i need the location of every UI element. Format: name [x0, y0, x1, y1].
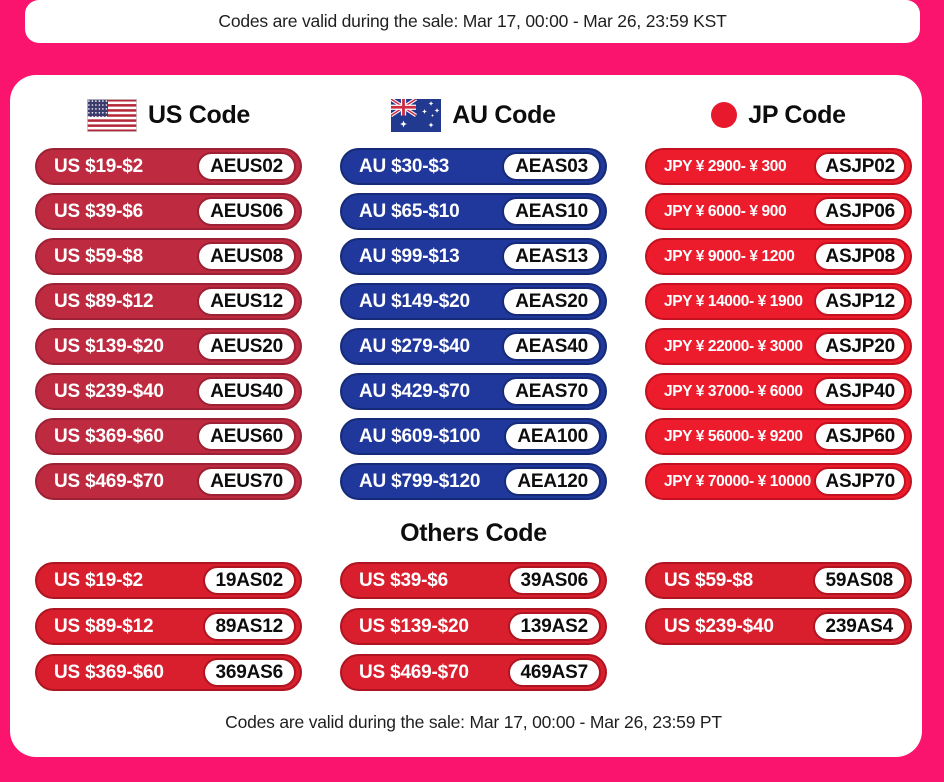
au-coupon-AEA120[interactable]: [340, 463, 607, 500]
coupon-amount: AU $99-$13: [359, 245, 460, 267]
jp-coupon-ASJP70[interactable]: [645, 463, 912, 500]
coupon-code: 369AS6: [203, 658, 296, 687]
others-coupon-39AS06[interactable]: [340, 562, 607, 599]
au-code-title: AU Code: [452, 100, 556, 129]
au-coupon-AEA100[interactable]: [340, 418, 607, 455]
us-coupon-AEUS60[interactable]: [35, 418, 302, 455]
us-code-title: US Code: [147, 100, 251, 129]
coupon-amount: US $39-$6: [359, 569, 449, 591]
coupon-amount: US $39-$6: [54, 200, 144, 222]
us-coupon-AEUS06[interactable]: [35, 193, 302, 230]
others-code-title: Others Code: [400, 519, 547, 547]
coupon-amount: US $469-$70: [54, 470, 164, 492]
jp-coupon-ASJP60[interactable]: [645, 418, 912, 455]
au-coupon-AEAS70[interactable]: [340, 373, 607, 410]
coupon-code: ASJP40: [814, 377, 906, 406]
au-coupon-AEAS13[interactable]: [340, 238, 607, 275]
au-coupon-AEAS20[interactable]: [340, 283, 607, 320]
coupon-amount: US $59-$8: [54, 245, 144, 267]
us-coupon-AEUS20[interactable]: [35, 328, 302, 365]
jp-coupon-ASJP08[interactable]: [645, 238, 912, 275]
us-coupon-AEUS40[interactable]: [35, 373, 302, 410]
coupon-code: AEA120: [504, 467, 601, 496]
jp-coupon-ASJP02[interactable]: [645, 148, 912, 185]
coupon-code: ASJP70: [814, 467, 906, 496]
coupon-panel: [10, 75, 922, 757]
au-code-column: [340, 95, 607, 500]
others-coupon-469AS7[interactable]: [340, 654, 607, 691]
coupon-amount: JPY ¥ 2900- ¥ 300: [664, 157, 787, 175]
jp-coupon-ASJP12[interactable]: [645, 283, 912, 320]
coupon-code: AEUS12: [197, 287, 296, 316]
others-coupon-grid: [35, 562, 912, 691]
coupon-amount: AU $799-$120: [359, 470, 481, 492]
coupon-code: AEUS20: [197, 332, 296, 361]
au-coupon-AEAS03[interactable]: [340, 148, 607, 185]
coupon-amount: US $239-$40: [664, 615, 774, 637]
coupon-code: 469AS7: [508, 658, 601, 687]
jp-flag-icon: [711, 102, 737, 128]
coupon-columns: [35, 95, 912, 500]
us-coupon-AEUS02[interactable]: [35, 148, 302, 185]
coupon-amount: US $89-$12: [54, 615, 154, 637]
others-coupon-239AS4[interactable]: [645, 608, 912, 645]
coupon-code: AEA100: [504, 422, 601, 451]
coupon-amount: JPY ¥ 22000- ¥ 3000: [664, 337, 803, 355]
coupon-amount: US $369-$60: [54, 425, 164, 447]
coupon-amount: US $19-$2: [54, 569, 144, 591]
others-coupon-139AS2[interactable]: [340, 608, 607, 645]
others-coupon-59AS08[interactable]: [645, 562, 912, 599]
us-code-header: [35, 95, 302, 135]
coupon-amount: AU $65-$10: [359, 200, 460, 222]
coupon-code: 89AS12: [203, 612, 296, 641]
us-code-column: [35, 95, 302, 500]
coupon-amount: AU $149-$20: [359, 290, 470, 312]
jp-coupon-ASJP20[interactable]: [645, 328, 912, 365]
jp-code-title: JP Code: [748, 100, 846, 129]
coupon-code: ASJP02: [814, 152, 906, 181]
jp-code-column: [645, 95, 912, 500]
coupon-amount: US $239-$40: [54, 380, 164, 402]
coupon-code: AEAS10: [502, 197, 601, 226]
coupon-code: 139AS2: [508, 612, 601, 641]
coupon-code: AEAS20: [502, 287, 601, 316]
coupon-code: AEUS70: [197, 467, 296, 496]
coupon-amount: US $59-$8: [664, 569, 754, 591]
coupon-code: AEUS02: [197, 152, 296, 181]
coupon-amount: JPY ¥ 70000- ¥ 10000: [664, 472, 811, 490]
coupon-code: ASJP06: [814, 197, 906, 226]
coupon-code: AEAS70: [502, 377, 601, 406]
jp-code-header: [645, 95, 912, 135]
us-coupon-AEUS12[interactable]: [35, 283, 302, 320]
coupon-code: AEAS03: [502, 152, 601, 181]
au-coupon-AEAS10[interactable]: [340, 193, 607, 230]
coupon-code: ASJP12: [814, 287, 906, 316]
coupon-code: AEUS06: [197, 197, 296, 226]
au-code-header: [340, 95, 607, 135]
coupon-amount: JPY ¥ 56000- ¥ 9200: [664, 427, 803, 445]
others-coupon-19AS02[interactable]: [35, 562, 302, 599]
coupon-amount: US $139-$20: [359, 615, 469, 637]
coupon-amount: AU $609-$100: [359, 425, 481, 447]
au-flag-icon: [391, 99, 441, 132]
coupon-code: ASJP08: [814, 242, 906, 271]
coupon-amount: US $89-$12: [54, 290, 154, 312]
coupon-amount: JPY ¥ 6000- ¥ 900: [664, 202, 787, 220]
coupon-code: 59AS08: [813, 566, 906, 595]
coupon-code: ASJP60: [814, 422, 906, 451]
coupon-code: AEUS08: [197, 242, 296, 271]
coupon-amount: JPY ¥ 14000- ¥ 1900: [664, 292, 803, 310]
coupon-amount: AU $279-$40: [359, 335, 470, 357]
coupon-amount: US $469-$70: [359, 661, 469, 683]
bottom-validity-text: Codes are valid during the sale: Mar 17, 00:00 - Mar 26, 23:59 PT: [225, 712, 722, 732]
au-coupon-AEAS40[interactable]: [340, 328, 607, 365]
coupon-code: ASJP20: [814, 332, 906, 361]
coupon-amount: US $139-$20: [54, 335, 164, 357]
coupon-amount: AU $30-$3: [359, 155, 450, 177]
coupon-code: 239AS4: [813, 612, 906, 641]
coupon-code: AEAS40: [502, 332, 601, 361]
jp-coupon-ASJP40[interactable]: [645, 373, 912, 410]
coupon-code: AEUS60: [197, 422, 296, 451]
coupon-amount: US $369-$60: [54, 661, 164, 683]
coupon-code: 19AS02: [203, 566, 296, 595]
bottom-validity-banner: [35, 712, 912, 733]
coupon-amount: JPY ¥ 9000- ¥ 1200: [664, 247, 795, 265]
top-validity-banner: [25, 0, 920, 43]
coupon-code: AEAS13: [502, 242, 601, 271]
coupon-amount: US $19-$2: [54, 155, 144, 177]
others-coupon-89AS12[interactable]: [35, 608, 302, 645]
coupon-amount: AU $429-$70: [359, 380, 470, 402]
jp-coupon-ASJP06[interactable]: [645, 193, 912, 230]
coupon-amount: JPY ¥ 37000- ¥ 6000: [664, 382, 803, 400]
coupon-code: AEUS40: [197, 377, 296, 406]
us-coupon-AEUS70[interactable]: [35, 463, 302, 500]
others-coupon-369AS6[interactable]: [35, 654, 302, 691]
coupon-code: 39AS06: [508, 566, 601, 595]
us-flag-icon: [87, 99, 137, 132]
top-validity-text: Codes are valid during the sale: Mar 17, 00:00 - Mar 26, 23:59 KST: [218, 11, 727, 31]
us-coupon-AEUS08[interactable]: [35, 238, 302, 275]
